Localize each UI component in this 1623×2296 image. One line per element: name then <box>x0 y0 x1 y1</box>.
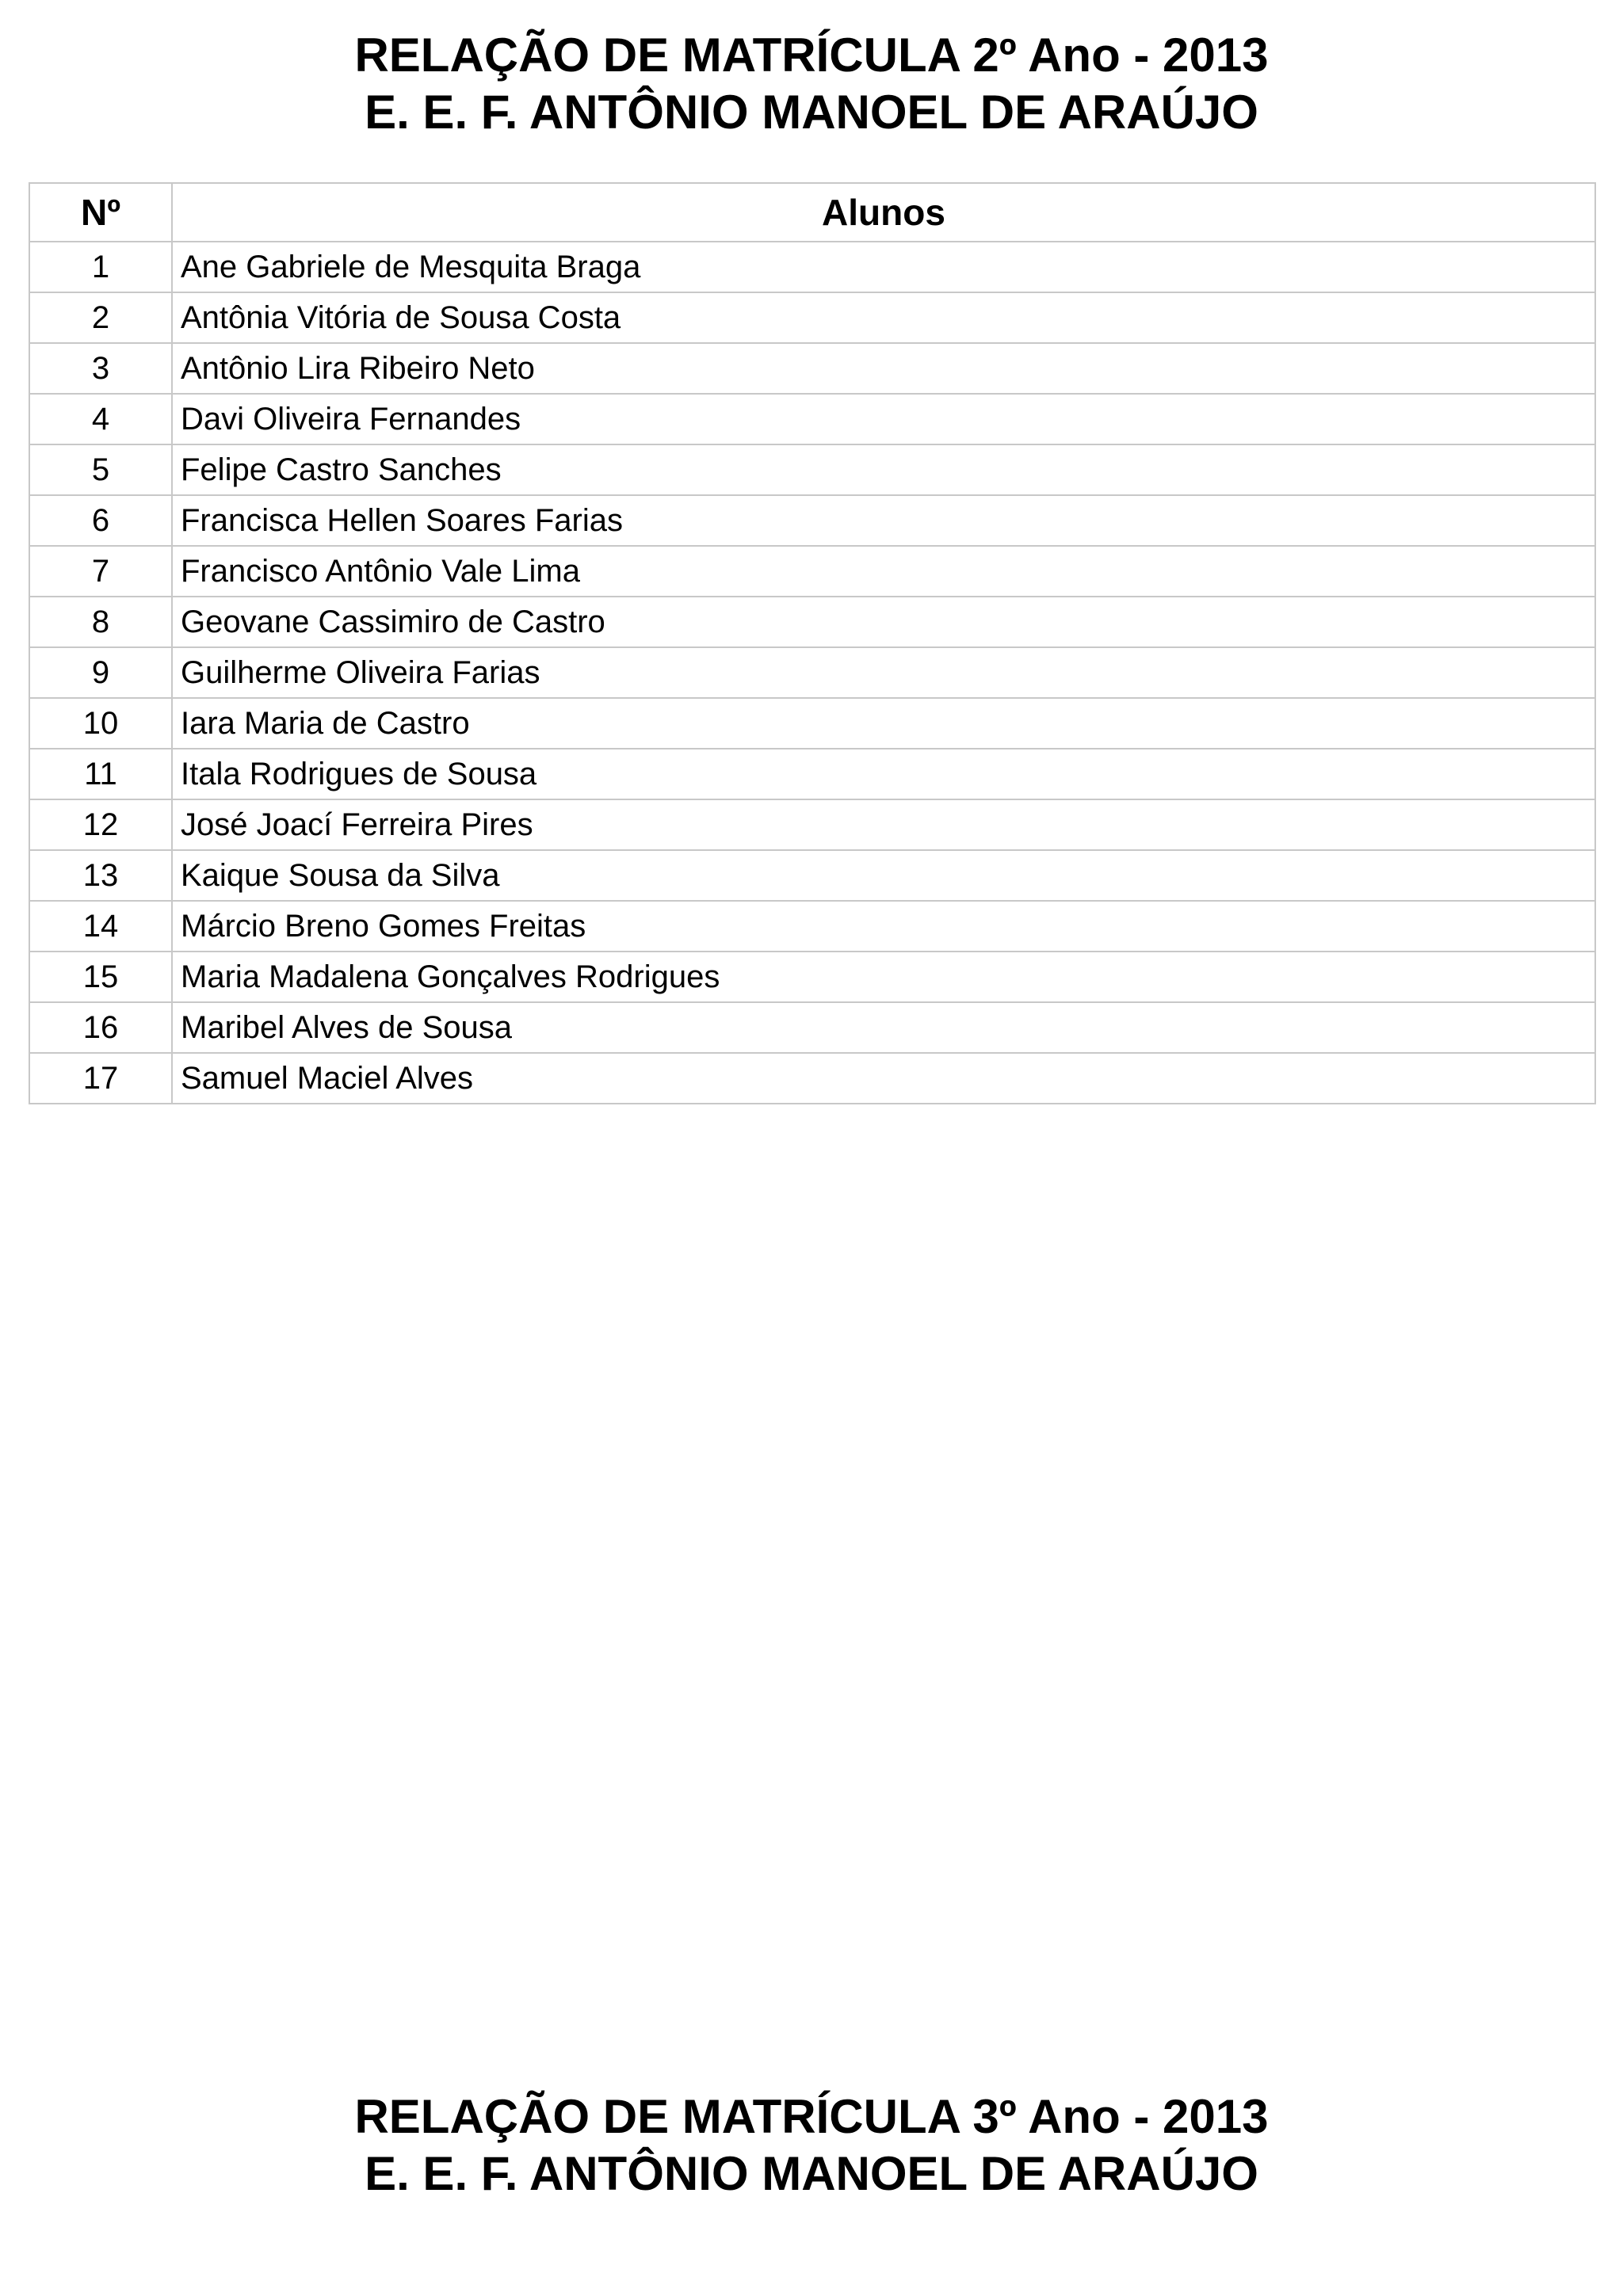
table-row <box>29 597 1595 647</box>
student-name: Ane Gabriele de Mesquita Braga <box>172 242 1595 292</box>
table-row <box>29 749 1595 799</box>
student-name: Francisca Hellen Soares Farias <box>172 495 1595 546</box>
table-row <box>29 292 1595 343</box>
table-row <box>29 952 1595 1002</box>
student-name: Márcio Breno Gomes Freitas <box>172 901 1595 952</box>
student-name: Antônio Lira Ribeiro Neto <box>172 343 1595 394</box>
student-name: Maria Madalena Gonçalves Rodrigues <box>172 952 1595 1002</box>
school-name: E. E. F. ANTÔNIO MANOEL DE ARAÚJO <box>365 86 1258 139</box>
column-header-number: Nº <box>29 183 172 242</box>
row-number: 2 <box>29 292 172 343</box>
student-name: Geovane Cassimiro de Castro <box>172 597 1595 647</box>
table-row <box>29 1053 1595 1104</box>
student-name: Maribel Alves de Sousa <box>172 1002 1595 1053</box>
table-row <box>29 242 1595 292</box>
table-body <box>29 242 1595 1104</box>
table-header-row <box>29 183 1595 242</box>
section-title-2nd-year <box>0 27 1623 141</box>
row-number: 14 <box>29 901 172 952</box>
student-name: Iara Maria de Castro <box>172 698 1595 749</box>
row-number: 10 <box>29 698 172 749</box>
table-row <box>29 698 1595 749</box>
row-number: 7 <box>29 546 172 597</box>
page-title: RELAÇÃO DE MATRÍCULA 3º Ano - 2013 <box>354 2090 1269 2143</box>
student-name: Guilherme Oliveira Farias <box>172 647 1595 698</box>
table-row <box>29 444 1595 495</box>
row-number: 9 <box>29 647 172 698</box>
row-number: 13 <box>29 850 172 901</box>
table-row <box>29 495 1595 546</box>
student-name: Francisco Antônio Vale Lima <box>172 546 1595 597</box>
row-number: 17 <box>29 1053 172 1104</box>
student-roster-table <box>29 182 1596 1104</box>
row-number: 8 <box>29 597 172 647</box>
student-name: Antônia Vitória de Sousa Costa <box>172 292 1595 343</box>
row-number: 15 <box>29 952 172 1002</box>
row-number: 3 <box>29 343 172 394</box>
row-number: 12 <box>29 799 172 850</box>
table-row <box>29 546 1595 597</box>
table-row <box>29 850 1595 901</box>
row-number: 4 <box>29 394 172 444</box>
row-number: 1 <box>29 242 172 292</box>
student-name: José Joací Ferreira Pires <box>172 799 1595 850</box>
student-name: Kaique Sousa da Silva <box>172 850 1595 901</box>
table-row <box>29 901 1595 952</box>
student-name: Felipe Castro Sanches <box>172 444 1595 495</box>
student-name: Davi Oliveira Fernandes <box>172 394 1595 444</box>
page-title: RELAÇÃO DE MATRÍCULA 2º Ano - 2013 <box>354 29 1269 82</box>
school-name: E. E. F. ANTÔNIO MANOEL DE ARAÚJO <box>365 2147 1258 2200</box>
column-header-students: Alunos <box>172 183 1595 242</box>
student-name: Samuel Maciel Alves <box>172 1053 1595 1104</box>
table-row <box>29 394 1595 444</box>
table-row <box>29 1002 1595 1053</box>
row-number: 11 <box>29 749 172 799</box>
row-number: 5 <box>29 444 172 495</box>
student-name: Itala Rodrigues de Sousa <box>172 749 1595 799</box>
row-number: 16 <box>29 1002 172 1053</box>
table-row <box>29 343 1595 394</box>
row-number: 6 <box>29 495 172 546</box>
section-title-3rd-year <box>0 2088 1623 2203</box>
table-row <box>29 647 1595 698</box>
table-row <box>29 799 1595 850</box>
